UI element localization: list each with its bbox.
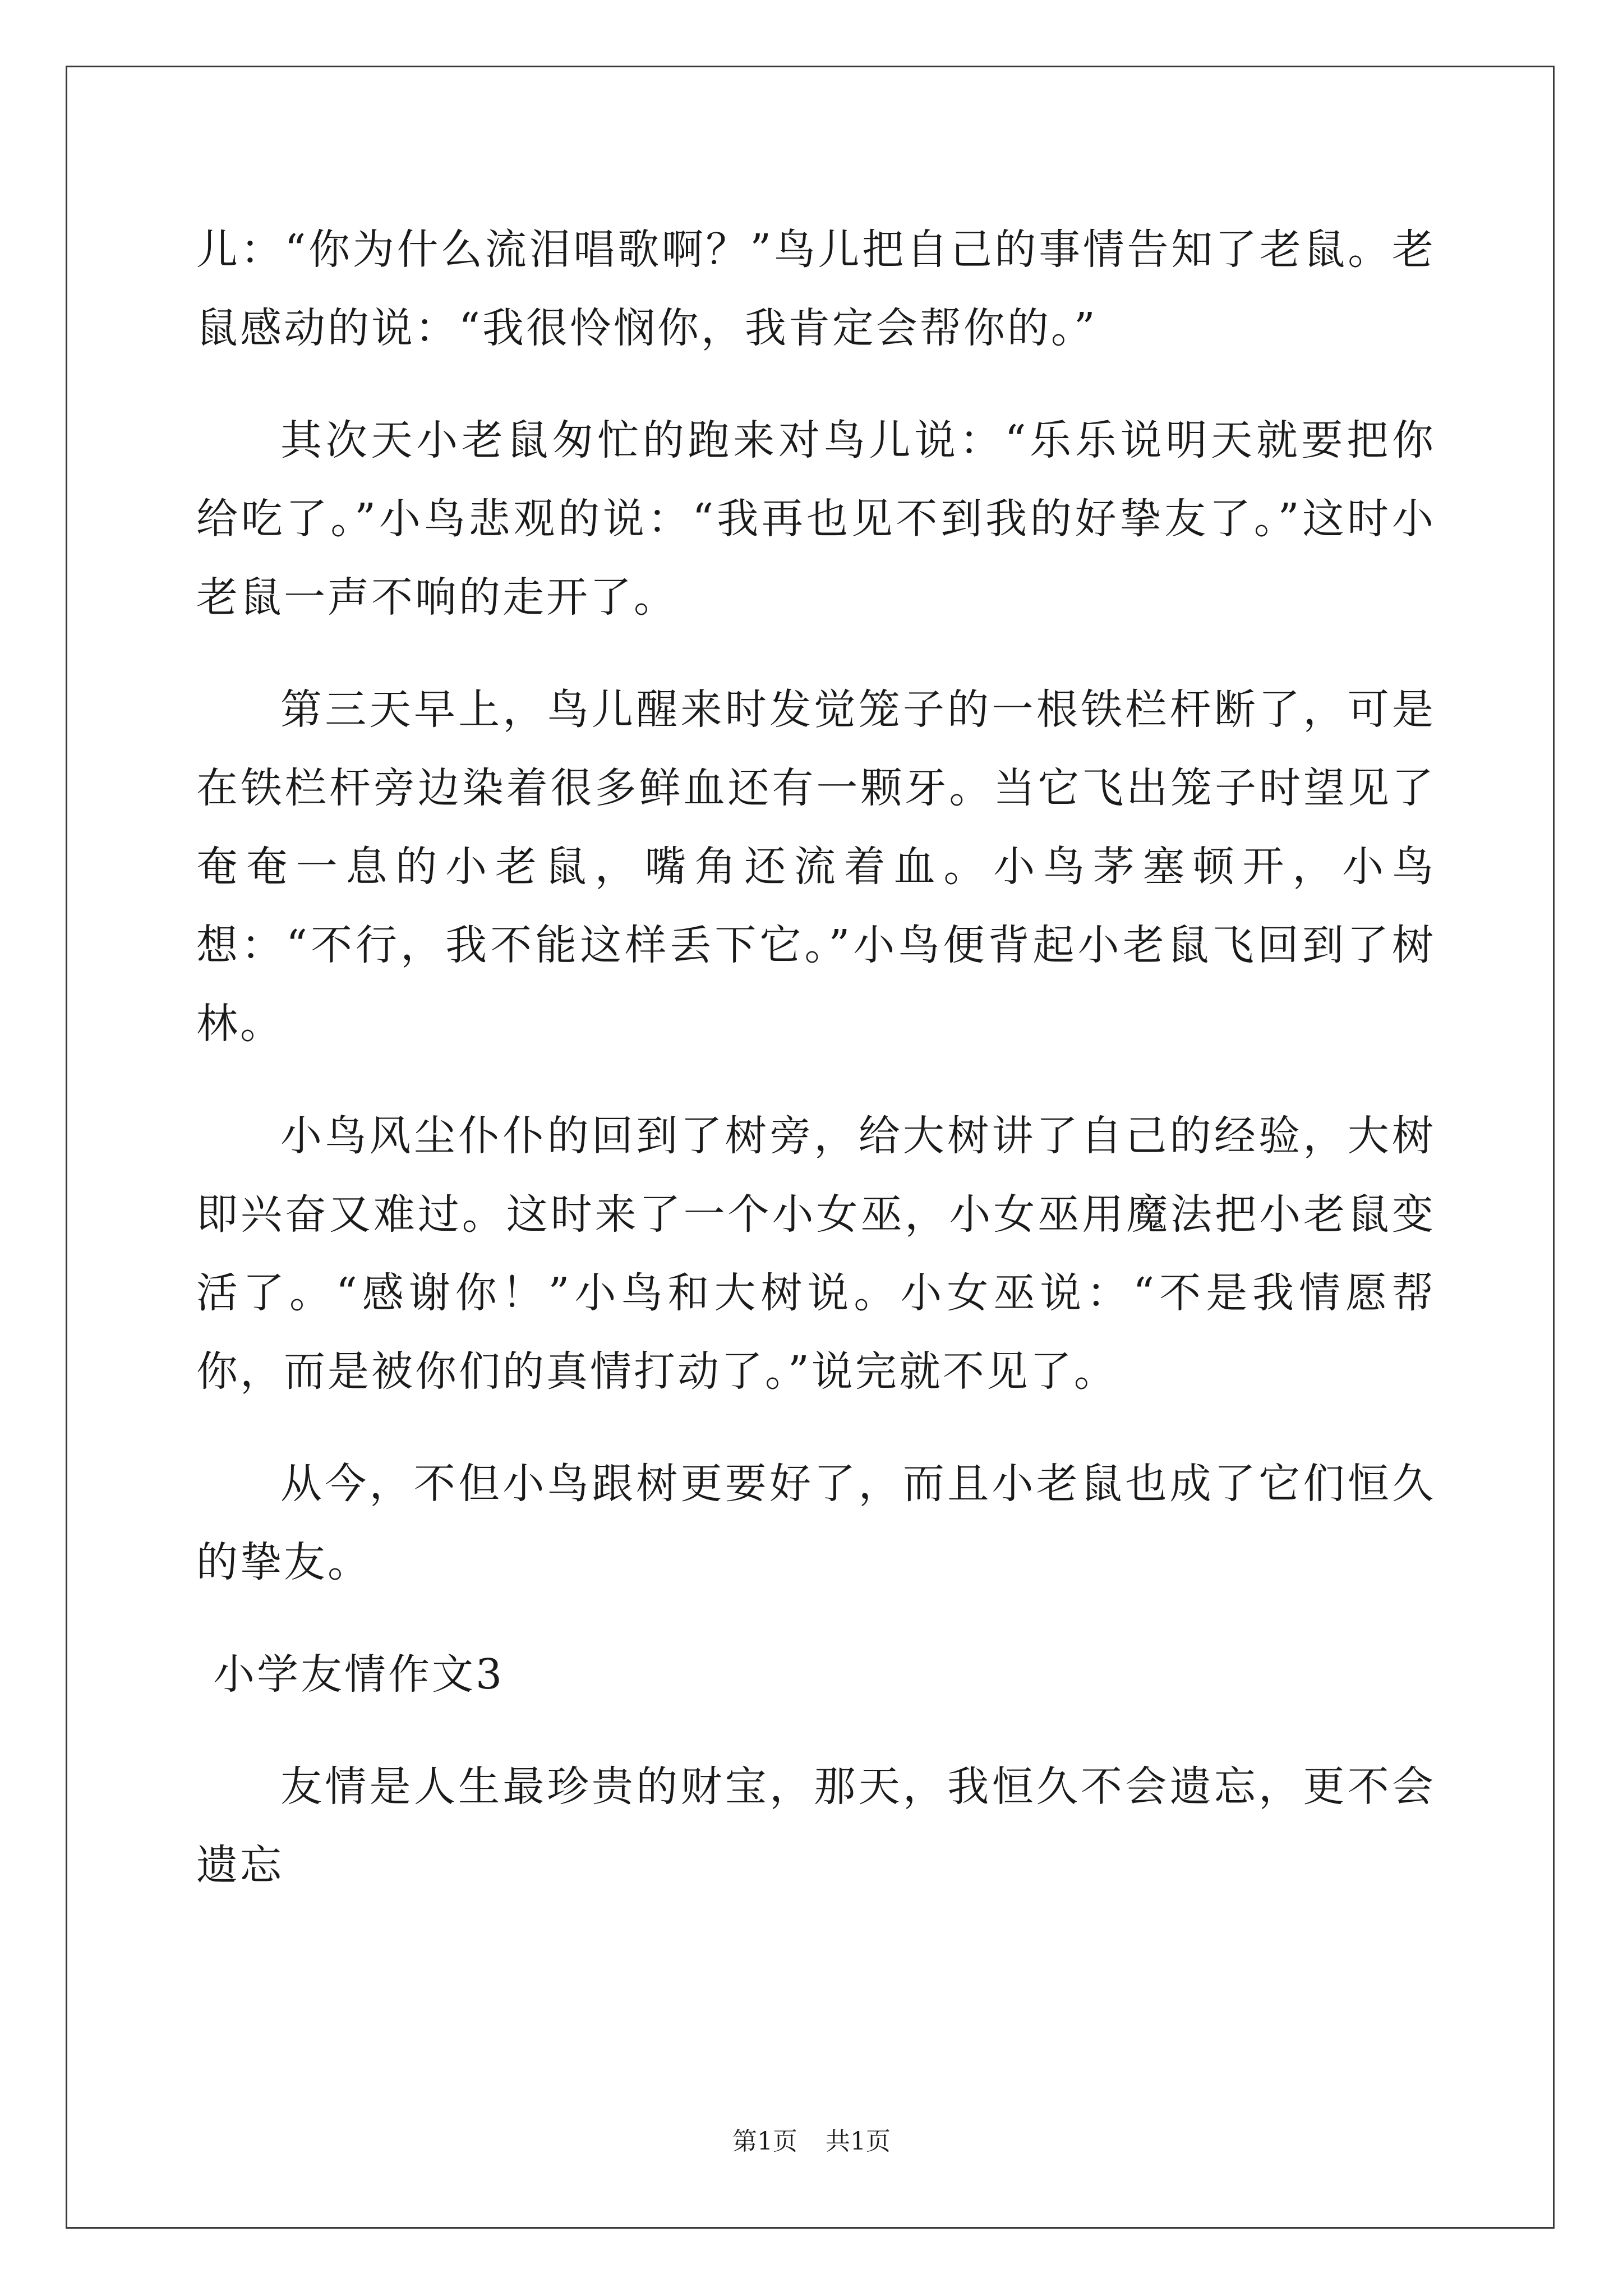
paragraph-continued: 儿：“你为什么流泪唱歌啊？”鸟儿把自己的事情告知了老鼠。老鼠感动的说：“我很怜悯你，我肯定会帮你的。” bbox=[196, 226, 1436, 352]
page-footer bbox=[0, 2125, 1623, 2159]
paragraph: 小鸟风尘仆仆的回到了树旁，给大树讲了自己的经验，大树即兴奋又难过。这时来了一个小女巫，小女巫用魔法把小老鼠变活了。“感谢你！”小鸟和大树说。小女巫说：“不是我情愿帮你，而是被你们的真情打动了。”说完就不见了。 bbox=[196, 1112, 1436, 1396]
paragraph: 其次天小老鼠匆忙的跑来对鸟儿说：“乐乐说明天就要把你给吃了。”小鸟悲观的说：“我再也见不到我的好挚友了。”这时小老鼠一声不响的走开了。 bbox=[196, 416, 1436, 622]
paragraph: 友情是人生最珍贵的财宝，那天，我恒久不会遗忘，更不会遗忘 bbox=[196, 1763, 1436, 1889]
section-title: 小学友情作文3 bbox=[213, 1650, 505, 1699]
page-number: 第1页 bbox=[732, 2127, 797, 2156]
page-total: 共1页 bbox=[826, 2127, 891, 2156]
paragraph: 从今，不但小鸟跟树更要好了，而且小老鼠也成了它们恒久的挚友。 bbox=[196, 1460, 1436, 1586]
document-body bbox=[196, 210, 1436, 1938]
paragraph: 第三天早上，鸟儿醒来时发觉笼子的一根铁栏杆断了，可是在铁栏杆旁边染着很多鲜血还有一颗牙。当它飞出笼子时望见了奄奄一息的小老鼠，嘴角还流着血。小鸟茅塞顿开，小鸟想：“不行，我不能这样丢下它。”小鸟便背起小老鼠飞回到了树林。 bbox=[196, 685, 1436, 1048]
